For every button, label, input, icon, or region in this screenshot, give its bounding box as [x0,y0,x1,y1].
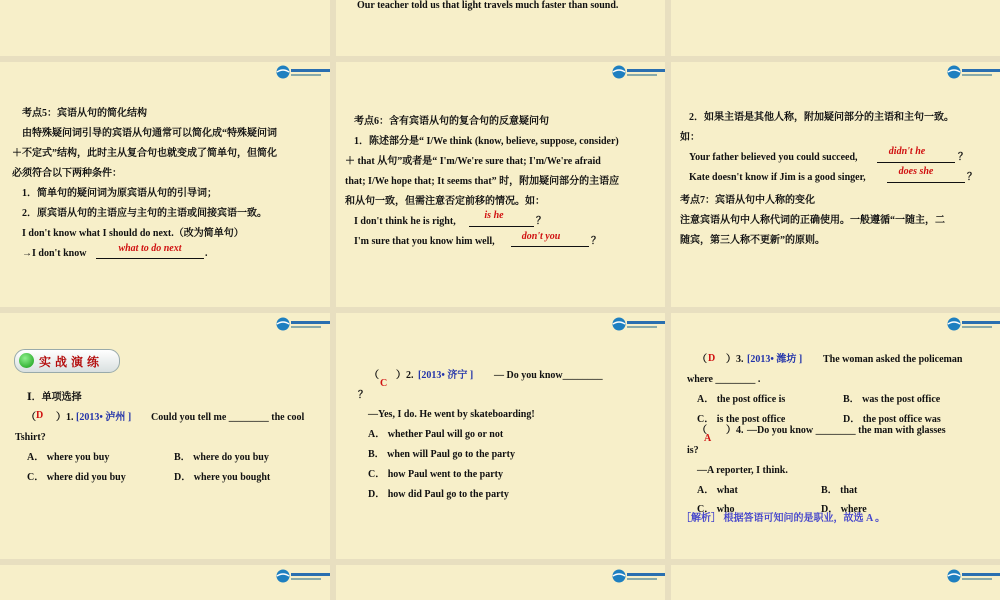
q4-option-c: C． who [697,504,735,515]
slide-practice-3 [671,313,1000,559]
answer-text: is he [484,210,504,221]
q3-source: [2013• 潍坊 ] [747,354,803,365]
point6-rule2: 2．如果主语是其他人称，附加疑问部分的主语和主句一致。 [689,112,954,123]
slide-bottom-right [671,565,1000,600]
q1-number: ）1. [56,412,74,423]
point5-example: I don't know what I should do next.（改为简单句） [22,228,244,239]
slide-top-left [0,0,330,56]
point7-line1: 注意宾语从句中人称代词的正确使用。一般遵循“一随主，二 [680,215,945,226]
q3-text-cont: where ________ . [687,374,761,385]
q4-option-d: D． where [821,504,867,515]
point5-title: 考点5：宾语从句的简化结构 [22,108,147,119]
q1-option-c: C． where did you buy [27,472,126,483]
point5-line1: 由特殊疑问词引导的宾语从句通常可以简化成“特殊疑问词 [22,128,277,139]
slide-bottom-center [336,565,665,600]
q4-open-paren: （ [697,425,707,436]
q4-option-a: A． what [697,485,738,496]
question-mark: ？ [536,216,546,227]
q3-option-a: A． the post office is [697,394,786,405]
q1-text-cont: Tshirt? [15,432,46,443]
point6-title: 考点6：含有宾语从句的复合句的反意疑问句 [354,116,549,127]
q2-option-c: C． how Paul went to the party [368,469,503,480]
q3-option-c: C． is the post office [697,414,786,425]
q1-text: Could you tell me ________ the cool [151,412,305,423]
q2-number: ）2. [396,370,414,381]
q4-text: —Do you know ________ the man with glasses [747,425,946,436]
q2-reply: —Yes, I do. He went by skateboarding! [368,409,535,420]
question-mark: ？ [958,152,968,163]
slide-point6 [336,62,665,307]
example-sentence: Our teacher told us that light travels much faster than sound. [357,0,619,11]
answer-text: what to do next [118,243,182,254]
q4-text-cont: is? [687,445,699,456]
q1-open-paren: （ [26,412,36,423]
point6-rule2-for-example: 如： [680,132,700,143]
point6-line3: that; I/We hope that; It seems that” 时，附加疑问部分的主语应 [345,176,620,187]
point5-rewrite: →I don't know [22,248,87,259]
slide-top-right [671,0,1000,56]
answer-text: didn't he [888,146,926,157]
green-dot-icon [19,353,34,368]
slide-point7 [671,62,1000,307]
explanation: ［解析］ 根据答语可知问的是职业，故选 A 。 [681,513,886,524]
slide-practice-2 [336,313,665,559]
q2-answer: C [380,378,388,389]
site-logo-icon [612,65,665,79]
q4-reply: —A reporter, I think. [697,465,788,476]
q2-text-cont: ？ [358,390,368,401]
q3-open-paren: （ [697,354,707,365]
point7-line2: 随宾，第三人称不更新”的原则。 [680,235,825,246]
point5-rule1: 1．简单句的疑问词为原宾语从句的引导词； [22,188,217,199]
q3-number: ）3. [726,354,744,365]
q4-option-b: B． that [821,485,858,496]
site-logo-icon [612,569,665,583]
section-title: Ⅰ．单项选择 [27,392,82,403]
site-logo-icon [276,317,330,331]
example3: Your father believed you could succeed, [689,152,858,163]
point6-line4: 和从句一致，但需注意否定前移的情况。如： [345,196,545,207]
slide-point5 [0,62,330,307]
q2-open-paren: （ [369,370,379,381]
answer-text: does she [898,166,934,177]
period: . [205,248,208,259]
point6-line2: ＋ that 从句”或者是“ I'm/We're sure that; I'm/We're afraid [345,156,601,167]
point5-rule2: 2．原宾语从句的主语应与主句的主语或间接宾语一致。 [22,208,267,219]
q1-option-a: A． where you buy [27,452,110,463]
slide-top-center [336,0,665,56]
question-mark: ？ [967,172,977,183]
practice-badge [14,349,120,373]
question-mark: ？ [591,236,601,247]
q2-source: [2013• 济宁 ] [418,370,474,381]
q1-answer: D [36,410,44,421]
site-logo-icon [612,317,665,331]
q1-option-b: B． where do you buy [174,452,269,463]
point6-line1: 1．陈述部分是“ I/We think (know, believe, suppose, consider) [354,136,619,147]
point6-example1: I don't think he is right, [354,216,456,227]
q1-source: [2013• 泸州 ] [76,412,132,423]
q3-text: The woman asked the policeman [823,354,963,365]
q2-text: — Do you know________ [494,370,603,381]
site-logo-icon [276,569,330,583]
point7-title: 考点7：宾语从句中人称的变化 [680,195,815,206]
q2-option-a: A． whether Paul will go or not [368,429,504,440]
point5-line2: ＋不定式”结构，此时主从复合句也就变成了简单句，但简化 [12,148,277,159]
answer-text: don't you [521,231,561,242]
practice-badge-label: 实战演练 [39,355,104,369]
point6-example2: I'm sure that you know him well, [354,236,495,247]
site-logo-icon [947,65,1000,79]
q3-option-b: B． was the post office [843,394,941,405]
slide-bottom-left [0,565,330,600]
q3-option-d: D． the post office was [843,414,941,425]
q4-answer: A [704,433,712,444]
site-logo-icon [947,569,1000,583]
site-logo-icon [276,65,330,79]
point5-line3: 必须符合以下两种条件： [12,168,122,179]
q4-number: ）4. [726,425,744,436]
q3-answer: D [708,353,716,364]
q2-option-b: B． when will Paul go to the party [368,449,515,460]
site-logo-icon [947,317,1000,331]
example4: Kate doesn't know if Jim is a good singer, [689,172,866,183]
q2-option-d: D． how did Paul go to the party [368,489,509,500]
q1-option-d: D． where you bought [174,472,271,483]
